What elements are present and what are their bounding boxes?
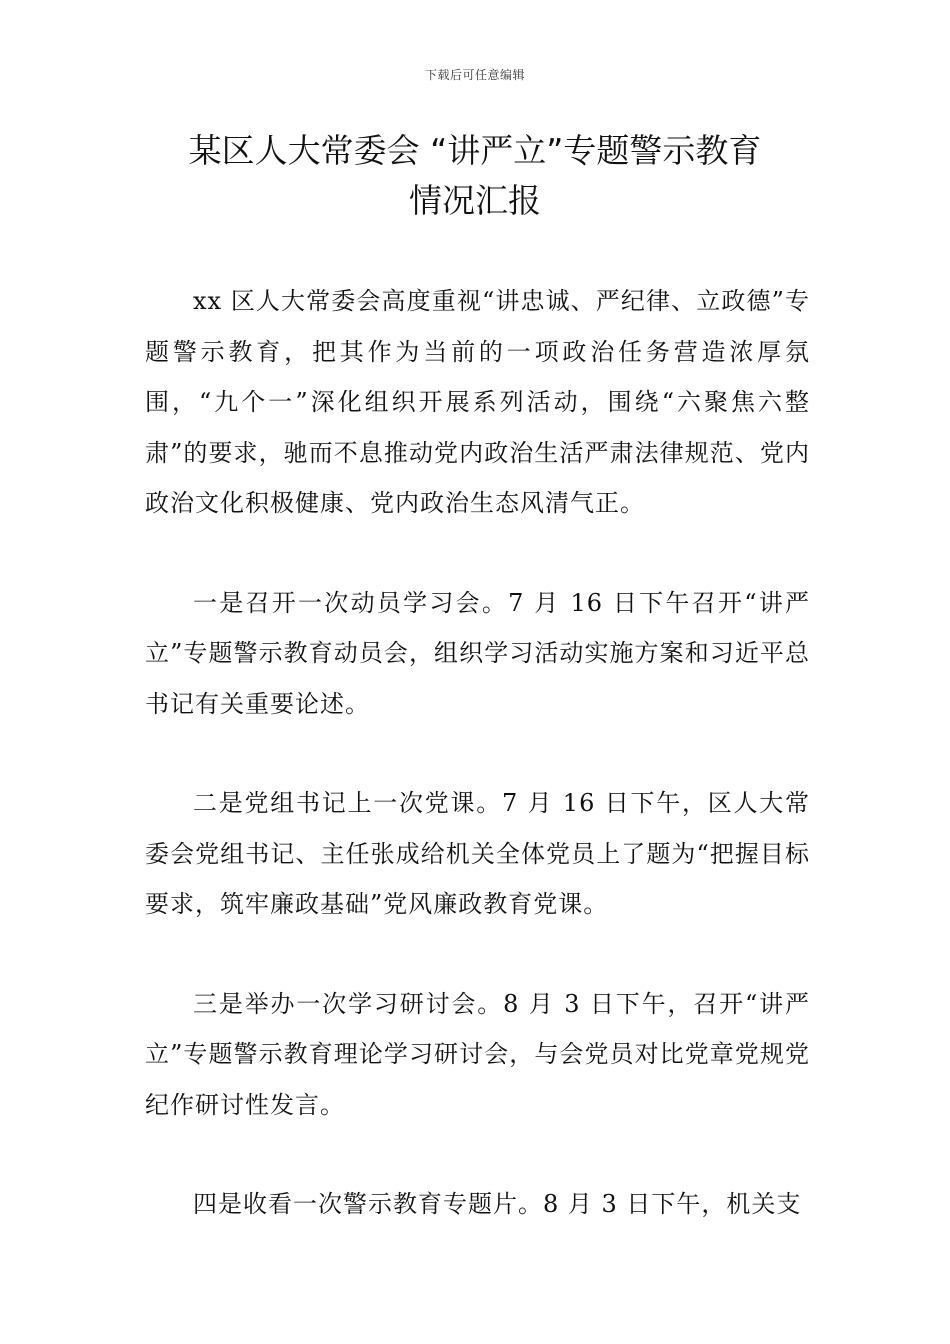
title-line-1: 某区人大常委会 “讲严立”专题警示教育 xyxy=(188,131,762,170)
paragraph-item-3: 三是举办一次学习研讨会。8 月 3 日下午，召开“讲严立”专题警示教育理论学习研讨会，与会党员对比党章党规党纪作研讨性发言。 xyxy=(145,989,810,1119)
title-line-2: 情况汇报 xyxy=(409,181,541,220)
document-body xyxy=(145,276,810,1279)
header-note: 下载后可任意编辑 xyxy=(424,68,525,82)
paragraph-item-1: 一是召开一次动员学习会。7 月 16 日下午召开“讲严立”专题警示教育动员会，组织学习活动实施方案和习近平总书记有关重要论述。 xyxy=(145,588,810,718)
document-title xyxy=(120,126,830,226)
paragraph-item-2: 二是党组书记上一次党课。7 月 16 日下午，区人大常委会党组书记、主任张成给机关全体党员上了题为“把握目标要求，筑牢廉政基础”党风廉政教育党课。 xyxy=(145,789,810,918)
paragraph-item-4: 四是收看一次警示教育专题片。8 月 3 日下午，机关支 xyxy=(193,1190,802,1218)
intro-paragraph: xx 区人大常委会高度重视“讲忠诚、严纪律、立政德”专题警示教育，把其作为当前的一项政治任务营造浓厚氛围，“九个一”深化组织开展系列活动，围绕“六聚焦六整肃”的要求，驰而不息推动党内政治生活严肃法律规范、党内政治文化积极健康、党内政治生态风清气正。 xyxy=(145,287,810,517)
